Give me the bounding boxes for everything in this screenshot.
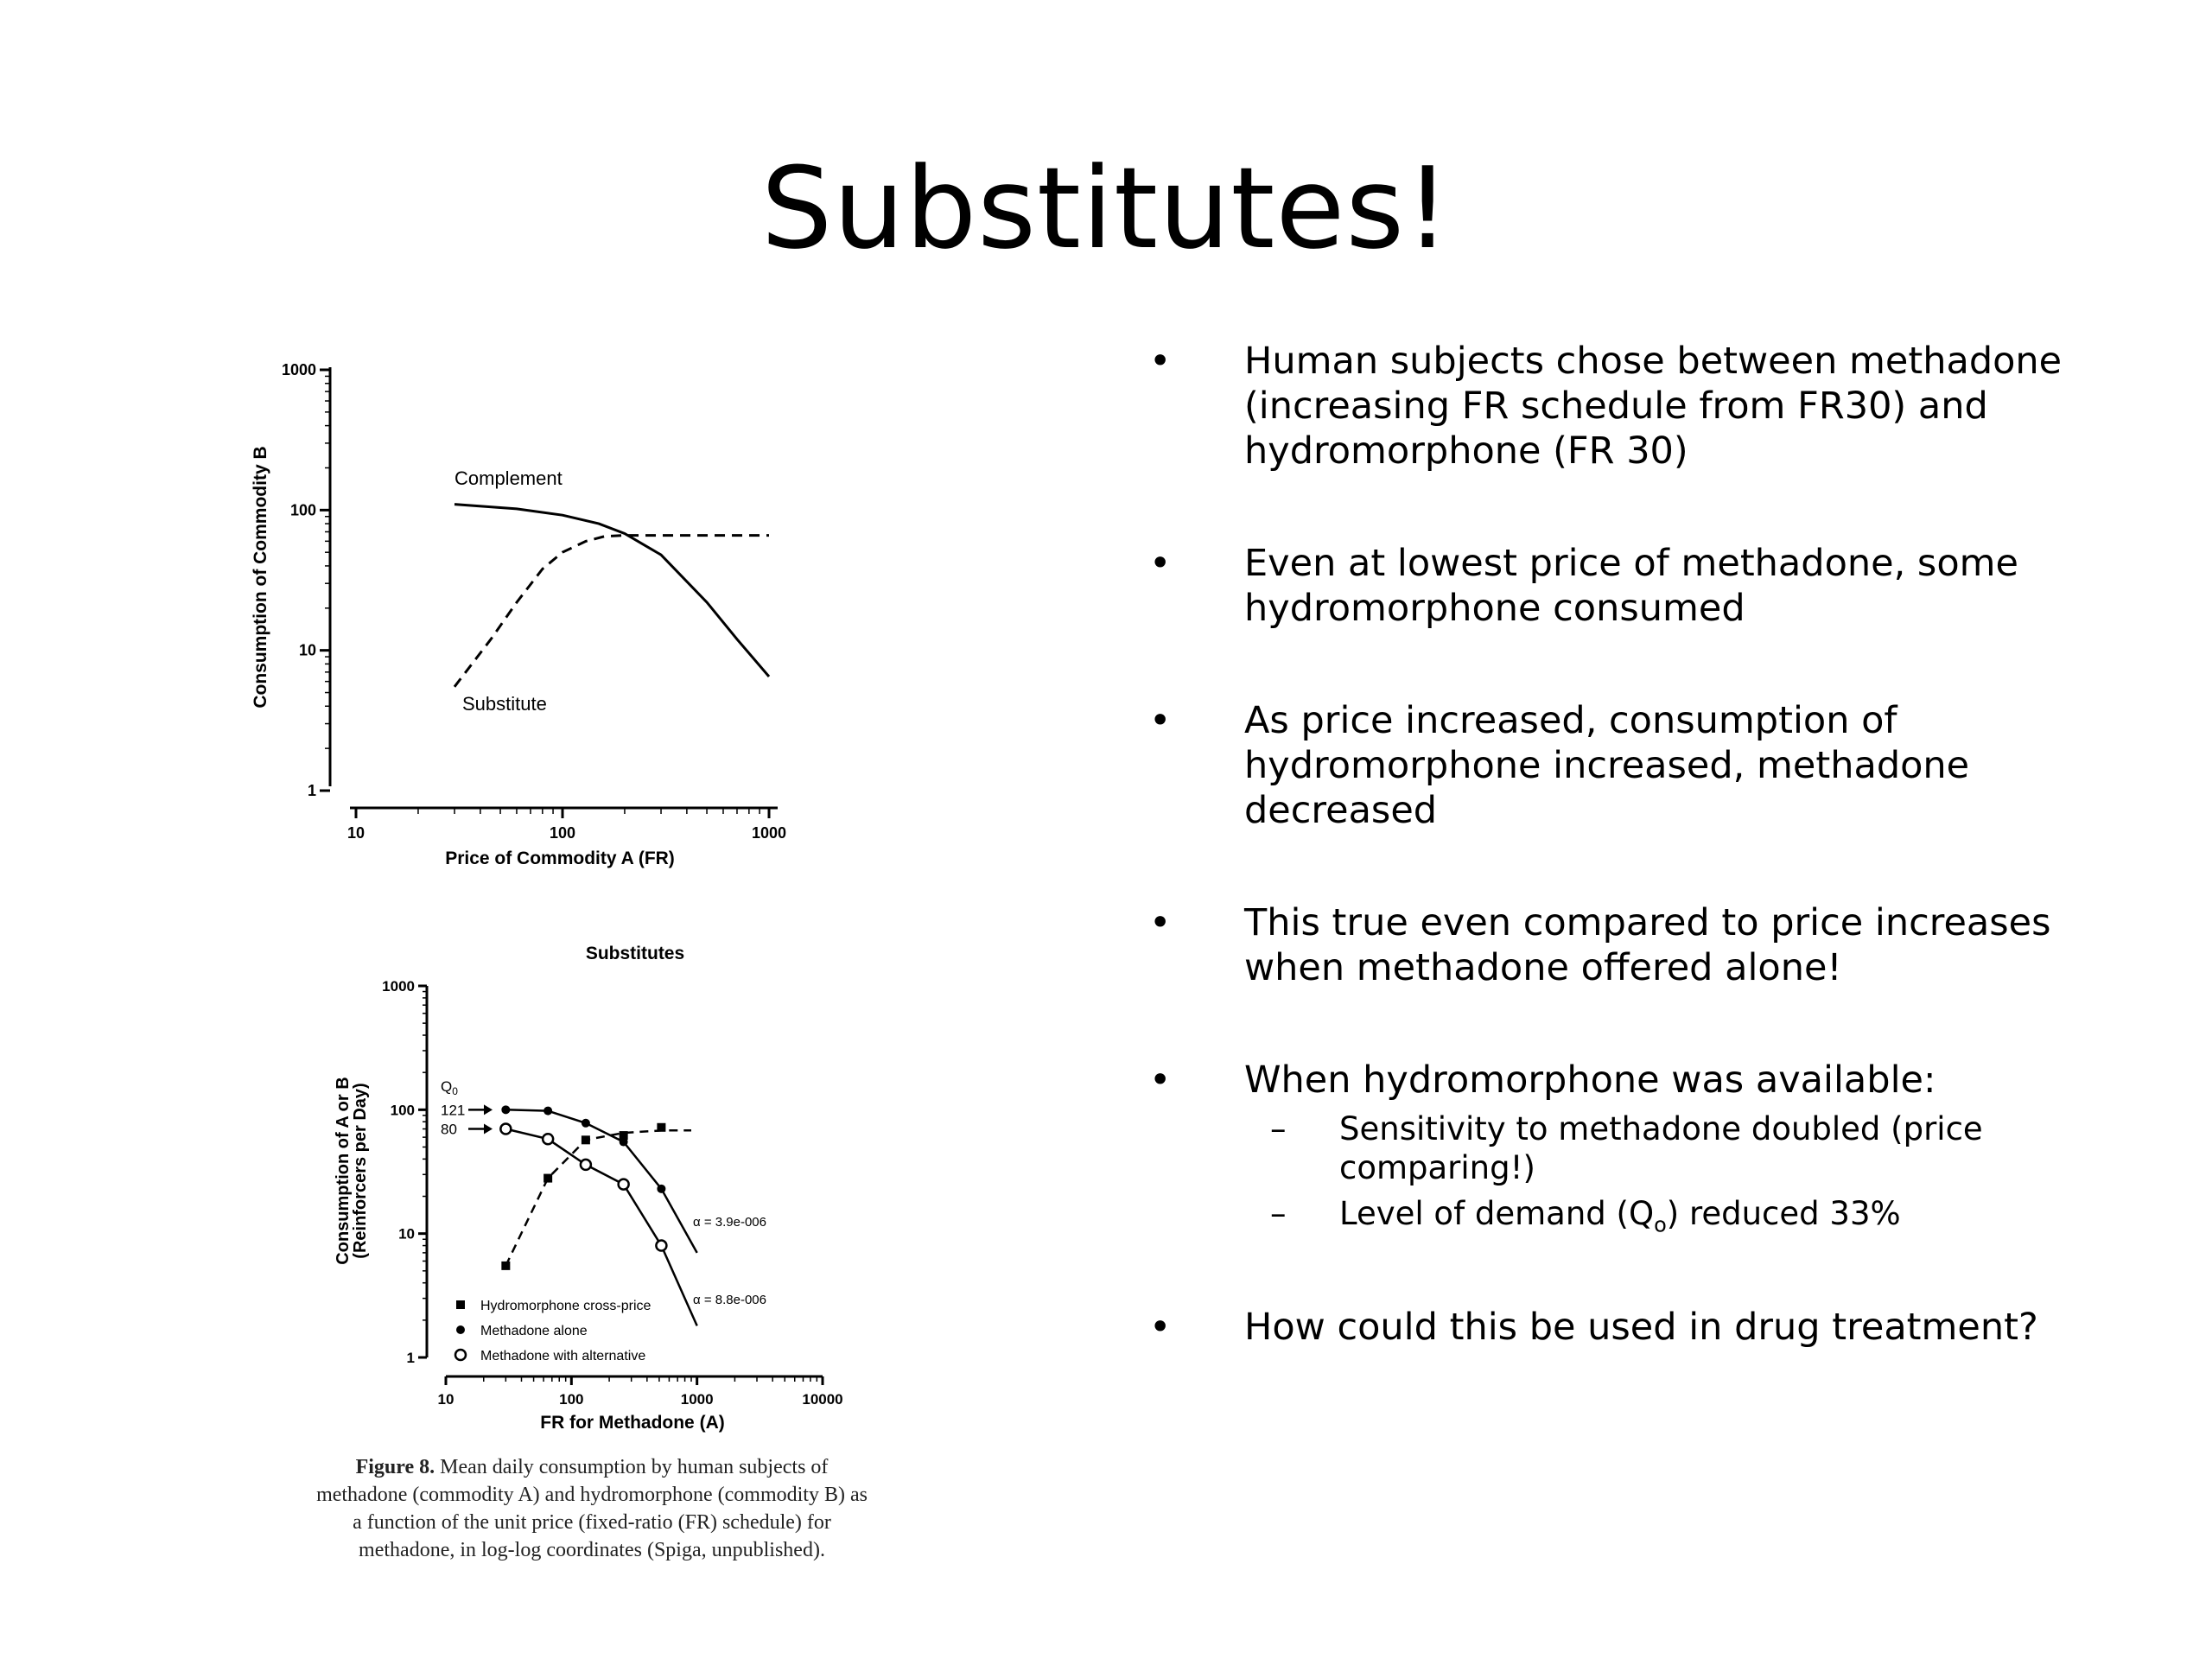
sub-bullet-text: Sensitivity to methadone doubled (price comparing!) xyxy=(1339,1110,1983,1186)
complement-curve xyxy=(454,505,769,677)
bottom-y-axis-label-units: (Reinforcers per Day) xyxy=(351,1083,370,1259)
bullet-text: This true even compared to price increases when methadone offered alone! xyxy=(1244,901,2051,989)
methadone-with-alternative-point xyxy=(543,1134,553,1144)
x-tick-label: 10 xyxy=(437,1391,454,1408)
bullet-text: Even at lowest price of methadone, some hydromorphone consumed xyxy=(1244,542,2018,630)
bullet-text: Human subjects chose between methadone (increasing FR schedule from FR30) and hydromorphone (FR 30) xyxy=(1244,340,2063,473)
top-x-axis-label: Price of Commodity A (FR) xyxy=(445,849,675,868)
methadone-alternative-curve xyxy=(505,1129,696,1326)
methadone-alone-point xyxy=(543,1107,552,1116)
legend-label: Hydromorphone cross-price xyxy=(480,1299,652,1313)
sub-bullet-text-pre: Level of demand (Q xyxy=(1339,1195,1655,1232)
alpha-label: α = 3.9e-006 xyxy=(693,1214,766,1230)
legend-marker-filled-circle xyxy=(456,1325,465,1334)
hydromorphone-cross-price-point xyxy=(657,1123,665,1132)
x-tick-label: 10 xyxy=(346,824,365,842)
bullet-dot: • xyxy=(1149,699,1172,742)
bullet-text: As price increased, consumption of hydromorphone increased, methadone decreased xyxy=(1244,699,1970,832)
x-tick-label: 10000 xyxy=(802,1391,843,1408)
bullet-dot: • xyxy=(1149,1306,1172,1350)
sub-bullet-item xyxy=(1149,1194,2143,1244)
bullet-text: How could this be used in drug treatment? xyxy=(1244,1306,2038,1350)
legend-marker-open-circle xyxy=(455,1350,466,1360)
figure-caption-label: Figure 8. xyxy=(355,1456,435,1478)
sub-bullet-dash: – xyxy=(1270,1110,1287,1147)
q0-label: $Q_0$ xyxy=(441,1078,458,1097)
bullet-dot: • xyxy=(1149,1058,1172,1102)
methadone-with-alternative-point xyxy=(656,1241,666,1251)
substitute-curve xyxy=(454,536,769,687)
sub-bullet-list xyxy=(1149,1109,2143,1244)
complement-substitute-chart xyxy=(233,346,838,890)
q0-arrow-head xyxy=(484,1104,493,1115)
hydromorphone-cross-price-point xyxy=(582,1135,590,1144)
q0-subscript: 0 xyxy=(452,1085,458,1097)
x-tick-label: 100 xyxy=(549,824,576,842)
sub-bullet-subscript: o xyxy=(1654,1212,1667,1237)
methadone-with-alternative-point xyxy=(619,1179,629,1190)
substitute-series-label: Substitute xyxy=(462,693,547,715)
y-tick-label: 100 xyxy=(289,501,316,519)
figure-caption-text: Mean daily consumption by human subjects of methadone (commodity A) and hydromorphone (commodity B) as a function of the unit price (fixed-ratio (FR) schedule) for methadone, in log-log coordinates (Spiga, unpublished). xyxy=(316,1456,868,1561)
bullet-item xyxy=(1149,698,2143,833)
bullet-item xyxy=(1149,339,2143,474)
legend-marker-square xyxy=(456,1300,465,1309)
bullet-list xyxy=(1149,339,2143,1417)
methadone-alone-curve xyxy=(505,1109,696,1253)
bullet-dot: • xyxy=(1149,901,1172,944)
top-y-axis-label: Consumption of Commodity B xyxy=(251,446,270,709)
q0-value: 80 xyxy=(441,1121,457,1138)
methadone-alone-point xyxy=(501,1105,510,1114)
bullet-item xyxy=(1149,541,2143,631)
sub-bullet-item xyxy=(1149,1109,2143,1187)
methadone-alone-point xyxy=(582,1119,590,1128)
bottom-y-axis-label: Consumption of A or B xyxy=(334,1077,353,1265)
alpha-label: α = 8.8e-006 xyxy=(693,1293,766,1308)
y-tick-label: 10 xyxy=(398,1225,415,1243)
sub-bullet-text-post: ) reduced 33% xyxy=(1666,1195,1901,1232)
y-tick-label: 1000 xyxy=(281,361,316,378)
methadone-with-alternative-point xyxy=(581,1160,591,1170)
bottom-chart-title: Substitutes xyxy=(585,944,685,963)
x-tick-label: 100 xyxy=(559,1391,584,1408)
x-tick-label: 1000 xyxy=(680,1391,714,1408)
complement-series-label: Complement xyxy=(454,467,563,489)
hydromorphone-cross-price-point xyxy=(543,1174,552,1183)
y-tick-label: 1 xyxy=(307,782,316,799)
methadone-with-alternative-point xyxy=(500,1124,511,1135)
y-tick-label: 100 xyxy=(390,1102,415,1119)
bullet-dot: • xyxy=(1149,340,1172,383)
bullet-item xyxy=(1149,900,2143,990)
sub-bullet-dash: – xyxy=(1270,1195,1287,1232)
y-tick-label: 1000 xyxy=(382,978,415,995)
bullet-text: When hydromorphone was available: xyxy=(1244,1058,1936,1102)
figure-caption xyxy=(315,1453,868,1564)
methadone-alone-point xyxy=(657,1185,665,1193)
bullet-dot: • xyxy=(1149,542,1172,585)
legend-label: Methadone alone xyxy=(480,1324,588,1338)
q0-value: 121 xyxy=(441,1102,466,1119)
hydromorphone-cross-price-point xyxy=(501,1262,510,1270)
legend-label: Methadone with alternative xyxy=(480,1349,646,1363)
bullet-item xyxy=(1149,1305,2143,1350)
methadone-substitutes-chart xyxy=(320,938,881,1456)
bullet-item xyxy=(1149,1058,2143,1103)
y-tick-label: 10 xyxy=(298,641,316,659)
y-tick-label: 1 xyxy=(406,1350,415,1366)
bottom-x-axis-label: FR for Methadone (A) xyxy=(540,1413,725,1433)
methadone-alone-point xyxy=(620,1138,628,1147)
q0-arrow-head xyxy=(484,1124,493,1135)
x-tick-label: 1000 xyxy=(751,824,787,842)
slide-title: Substitutes! xyxy=(760,143,1452,274)
